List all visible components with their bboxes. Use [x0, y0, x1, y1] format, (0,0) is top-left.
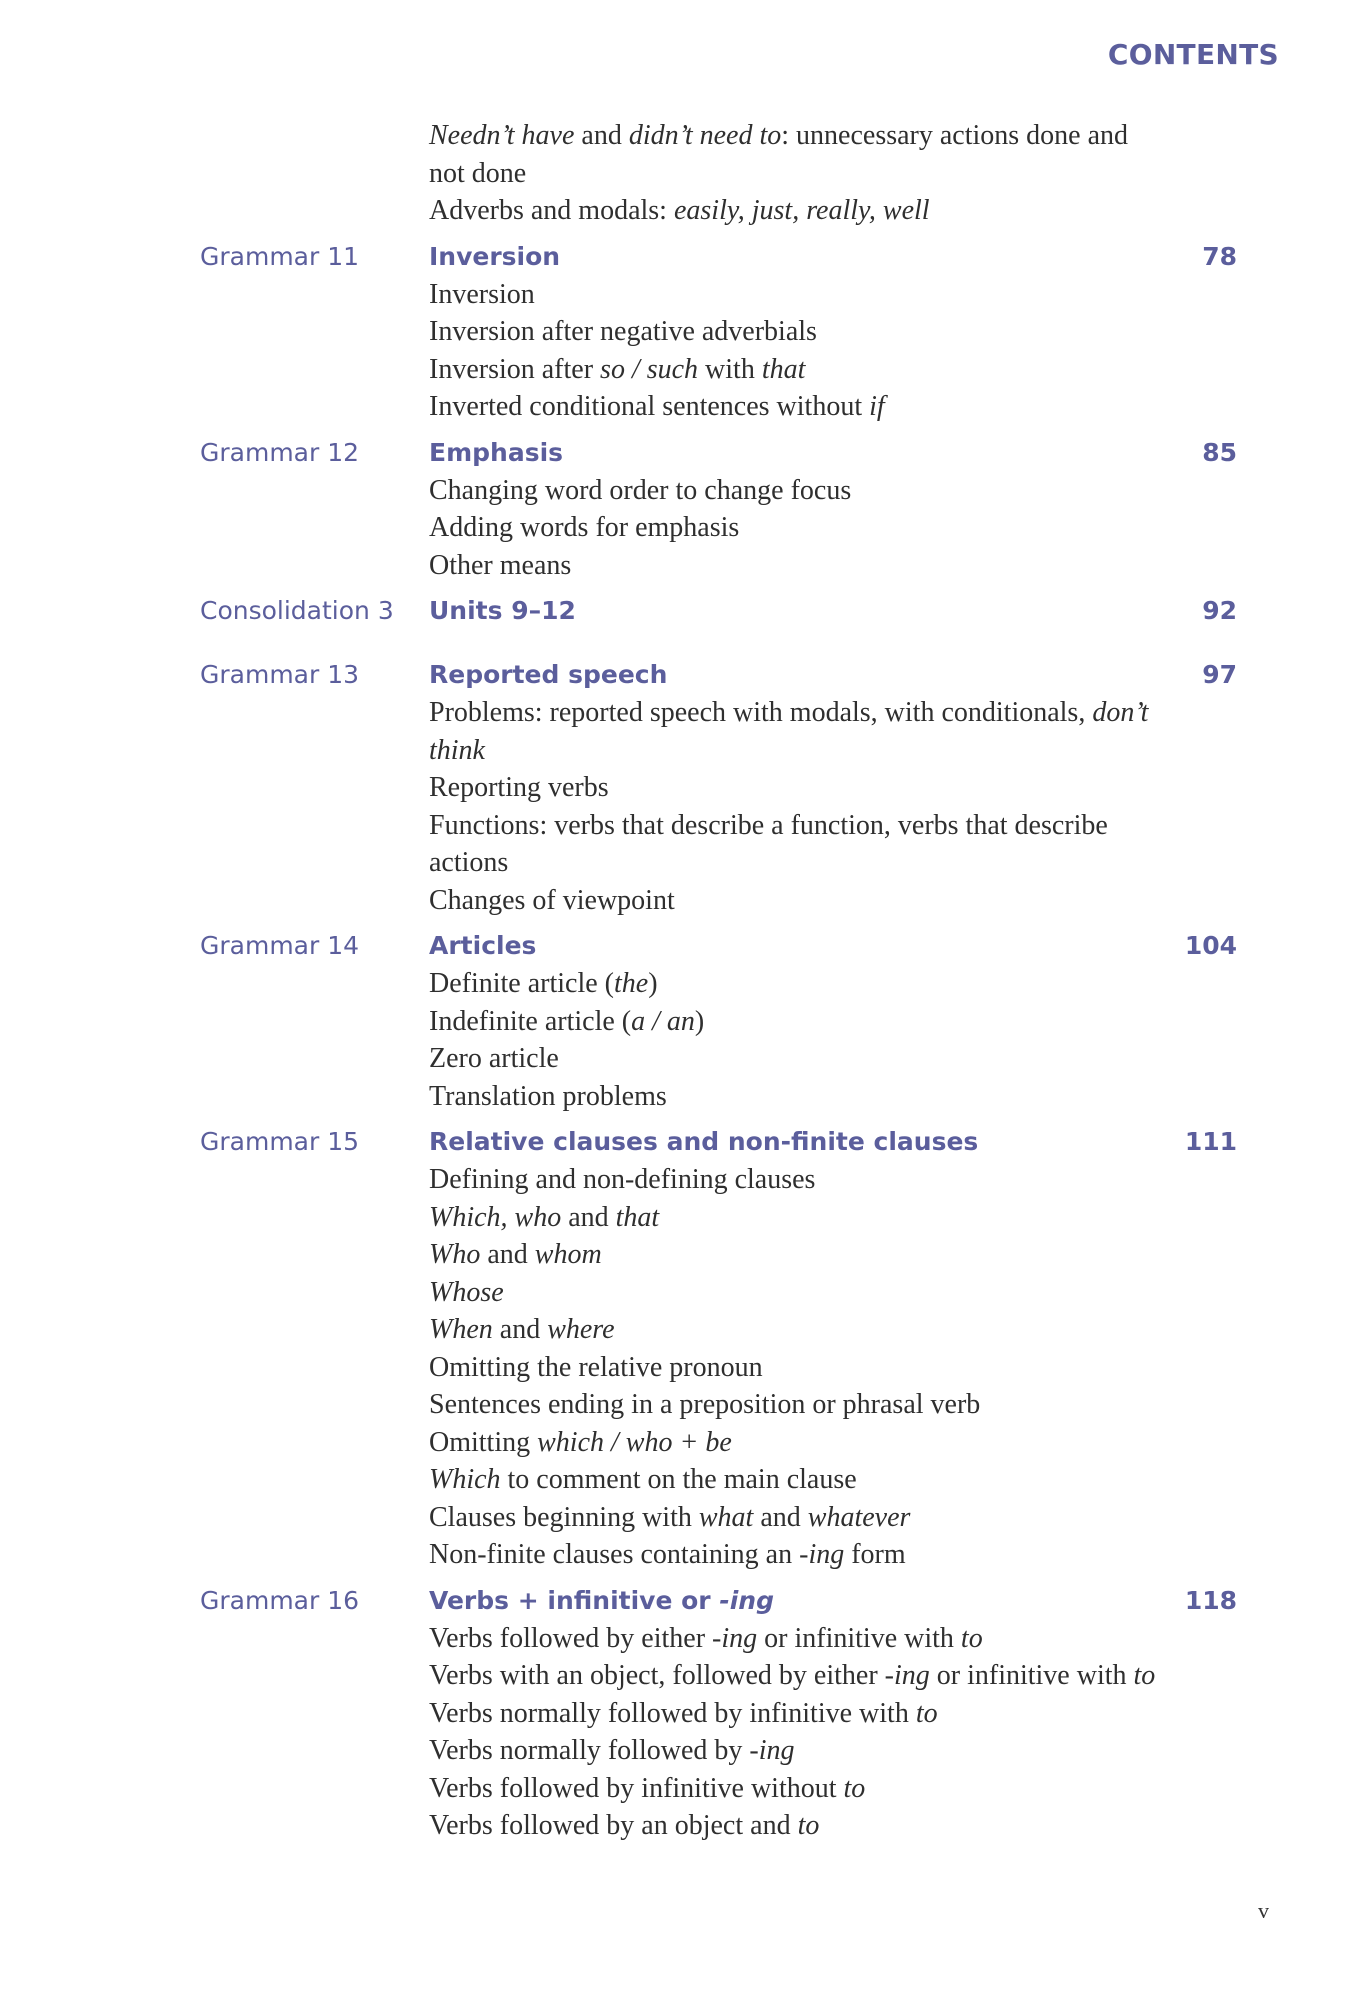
topic-text-italic: easily, just, really, well — [673, 195, 930, 226]
topic-text: Verbs with an object, followed by either — [429, 1660, 885, 1691]
topic-text-italic: Which, who — [429, 1201, 562, 1233]
topic-text-italic: where — [547, 1314, 615, 1345]
topic-text: Verbs followed by infinitive without — [429, 1772, 844, 1804]
topic-item — [429, 1461, 1169, 1499]
topic-item — [429, 1274, 1169, 1312]
topic-text-italic: that — [761, 353, 806, 385]
topic-item — [429, 807, 1169, 882]
unit-title[interactable]: Reported speech — [429, 660, 668, 689]
topic-item — [429, 1620, 1169, 1658]
topic-text: and — [480, 1239, 535, 1270]
page-number: v — [1258, 1898, 1269, 1923]
topic-text-italic: -ing — [749, 1735, 795, 1766]
topic-item — [429, 1078, 1169, 1116]
topic-item — [429, 509, 1169, 547]
topic-item — [429, 1386, 1169, 1424]
unit-title-italic: -ing — [719, 1585, 774, 1615]
topic-item — [429, 1199, 1169, 1237]
topic-item — [429, 117, 1169, 192]
topic-item — [429, 694, 1169, 769]
unit-label: Grammar 11 — [200, 241, 360, 271]
topic-text-italic: to — [915, 1697, 938, 1729]
unit-label: Grammar 16 — [200, 1585, 360, 1615]
topic-item — [429, 1236, 1169, 1274]
topic-text-italic: the — [614, 968, 649, 999]
unit-page-number: 92 — [1202, 596, 1237, 625]
topic-text: Reporting verbs — [429, 772, 609, 803]
topic-text: Non-finite clauses containing an — [429, 1539, 800, 1570]
topic-item — [429, 1732, 1169, 1770]
topic-text: Translation problems — [429, 1080, 667, 1112]
topic-item — [429, 1003, 1169, 1041]
topic-text: Omitting — [429, 1426, 538, 1458]
topic-text-italic: Which — [429, 1464, 501, 1495]
unit-title[interactable]: Verbs + infinitive or -ing — [429, 1585, 774, 1615]
topic-text: Verbs followed by either — [429, 1622, 713, 1654]
topic-text-italic: so / such — [600, 353, 699, 385]
unit-label: Grammar 14 — [200, 931, 360, 960]
unit-label: Grammar 15 — [200, 1127, 360, 1156]
topic-text: Changing word order to change focus — [429, 474, 852, 506]
topic-text: Inversion — [429, 278, 535, 310]
topic-item — [429, 1349, 1169, 1387]
topic-text: and — [561, 1201, 616, 1233]
topic-text-italic: to — [797, 1810, 820, 1841]
topic-text: Adding words for emphasis — [429, 512, 740, 543]
topic-text-italic: to — [1133, 1660, 1156, 1691]
topic-text: Other means — [429, 549, 572, 581]
topic-item — [429, 1040, 1169, 1078]
topic-item — [429, 965, 1169, 1003]
topic-text: : unnecessary actions done and not done — [429, 120, 1129, 189]
topic-text: Clauses beginning with — [429, 1501, 699, 1533]
topic-item — [429, 313, 1169, 351]
topic-text-italic: whatever — [807, 1501, 911, 1533]
topic-text: Inverted conditional sentences without — [429, 391, 870, 422]
unit-label: Grammar 12 — [200, 437, 360, 467]
topic-text-italic: Whose — [429, 1276, 504, 1308]
unit-page-number: 111 — [1184, 1127, 1237, 1156]
topic-text-italic: -ing — [712, 1622, 758, 1654]
topic-text: with — [698, 353, 762, 385]
topic-text: ) — [648, 968, 658, 999]
topic-text: Inversion after — [429, 353, 601, 385]
page-header-title: CONTENTS — [1107, 38, 1279, 71]
unit-title[interactable]: Inversion — [429, 241, 561, 271]
topic-item — [429, 1161, 1169, 1199]
topic-text: to comment on the main clause — [500, 1464, 857, 1495]
topic-text: Verbs followed by an object and — [429, 1810, 798, 1841]
topic-item — [429, 547, 1169, 585]
topic-item — [429, 1536, 1169, 1574]
topic-item — [429, 1695, 1169, 1733]
topic-item — [429, 1807, 1169, 1845]
unit-page-number: 85 — [1202, 437, 1237, 467]
topic-text-italic: to — [843, 1772, 866, 1804]
topic-item — [429, 769, 1169, 807]
topic-item — [429, 1499, 1169, 1537]
topic-item — [429, 472, 1169, 510]
topic-text-italic: -ing — [884, 1660, 930, 1691]
topic-text-italic: When — [429, 1314, 493, 1345]
topic-item — [429, 192, 1169, 230]
topic-text-italic: whom — [534, 1239, 602, 1270]
unit-label: Consolidation 3 — [200, 596, 394, 625]
topic-text: Indefinite article ( — [429, 1005, 632, 1037]
topic-text-italic: -ing — [799, 1539, 845, 1570]
toc-unit — [0, 592, 1369, 630]
topic-text: or infinitive with — [929, 1660, 1134, 1691]
toc-unit — [0, 238, 1369, 426]
topic-text-italic: that — [615, 1201, 660, 1233]
toc-unit — [0, 656, 1369, 919]
topic-text: Functions: verbs that describe a function, verbs that describe actions — [429, 809, 1108, 878]
topic-text-italic: a / an — [631, 1005, 695, 1037]
unit-title[interactable]: Emphasis — [429, 437, 564, 467]
topic-text: form — [844, 1539, 906, 1570]
topic-text: ) — [694, 1005, 705, 1037]
toc-unit — [0, 434, 1369, 585]
toc-unit — [0, 927, 1369, 1115]
unit-page-number: 78 — [1202, 241, 1237, 271]
topic-item — [429, 351, 1169, 389]
topic-item — [429, 1311, 1169, 1349]
topic-text: and — [574, 120, 629, 151]
topic-text: Sentences ending in a preposition or phrasal verb — [429, 1389, 981, 1420]
topic-text: Verbs normally followed by infinitive with — [429, 1697, 916, 1729]
topic-text-italic: which / who + be — [537, 1426, 732, 1458]
toc-unit — [0, 1582, 1369, 1845]
unit-page-number: 118 — [1184, 1585, 1237, 1615]
topic-text: Verbs normally followed by — [429, 1735, 750, 1766]
topic-text: Zero article — [429, 1043, 559, 1074]
topic-text: Definite article ( — [429, 968, 615, 999]
unit-page-number: 97 — [1202, 660, 1237, 689]
topic-item — [429, 1424, 1169, 1462]
topic-item — [429, 388, 1169, 426]
topic-text-italic: didn’t need to — [628, 120, 782, 151]
topic-text-italic: to — [960, 1622, 983, 1654]
unit-page-number: 104 — [1184, 931, 1237, 960]
unit-label: Grammar 13 — [200, 660, 360, 689]
topic-item — [429, 276, 1169, 314]
topic-text: Adverbs and modals: — [429, 195, 674, 226]
topic-item — [429, 1770, 1169, 1808]
toc-unit — [0, 1123, 1369, 1574]
topic-text: Omitting the relative pronoun — [429, 1351, 763, 1383]
topic-text-italic: Needn’t have — [429, 120, 575, 151]
topic-item — [429, 1657, 1169, 1695]
topic-item — [429, 882, 1169, 920]
topic-text: or infinitive with — [757, 1622, 961, 1654]
topic-text: Changes of viewpoint — [429, 884, 675, 916]
topic-text: Problems: reported speech with modals, with conditionals, — [429, 697, 1093, 728]
topic-text-italic: Who — [429, 1239, 481, 1270]
topic-text: Defining and non-defining clauses — [429, 1164, 816, 1195]
topic-text-italic: if — [869, 391, 885, 422]
topic-text-italic: don’t think — [429, 697, 1149, 766]
topic-text: and — [492, 1314, 548, 1345]
unit-title[interactable]: Articles — [429, 931, 537, 960]
topic-text: Inversion after negative adverbials — [429, 316, 817, 347]
topic-text-italic: what — [698, 1501, 754, 1533]
table-of-contents — [0, 117, 1369, 1853]
topic-text: and — [753, 1501, 808, 1533]
unit-title[interactable]: Relative clauses and non-finite clauses — [429, 1127, 979, 1156]
unit-title[interactable]: Units 9–12 — [429, 596, 576, 625]
toc-unit — [0, 117, 1369, 230]
